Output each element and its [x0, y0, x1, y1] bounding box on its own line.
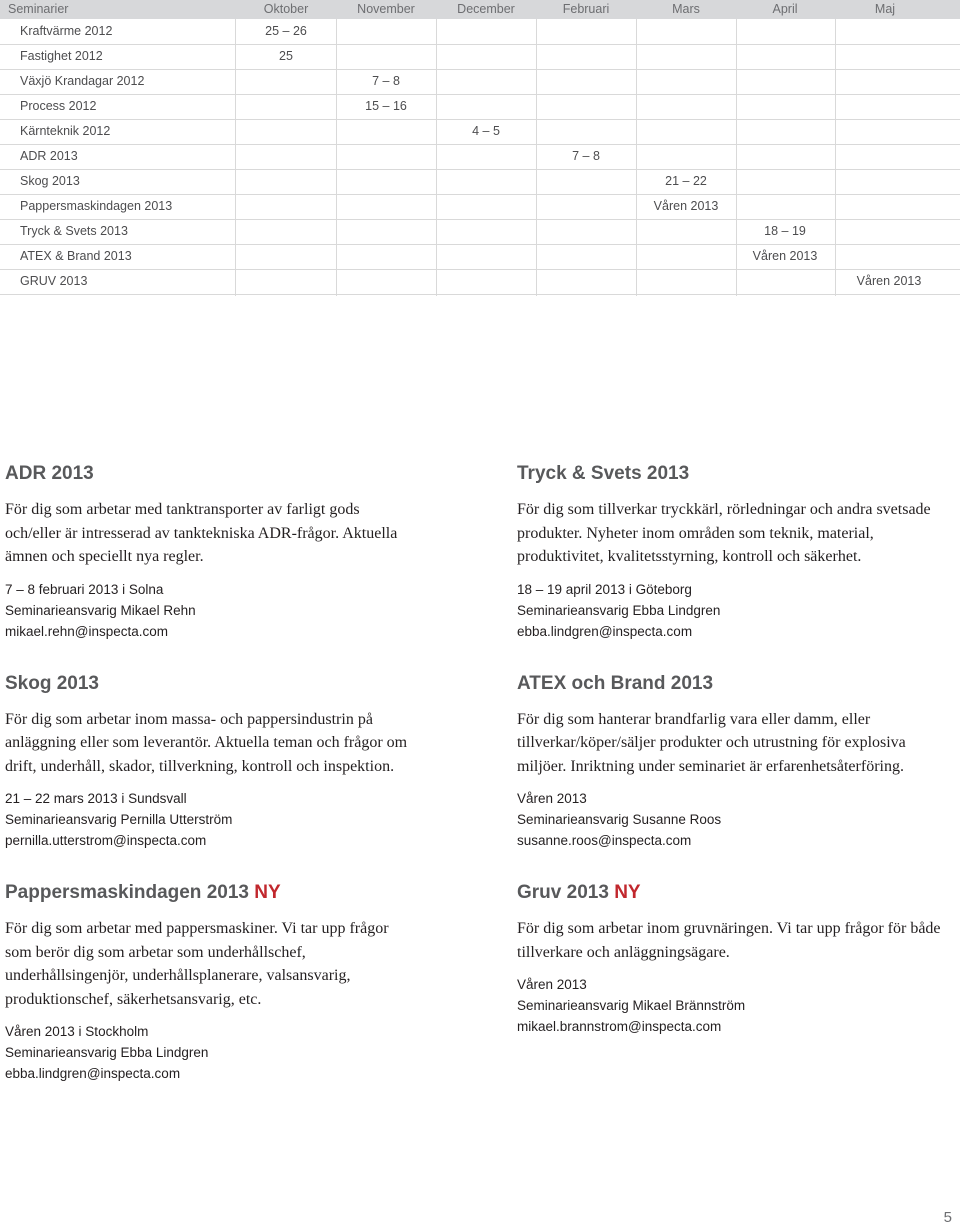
article-body: För dig som arbetar med pappersmaskiner. Vi tar upp frågor som berör dig som arbetar som underhållschef, underhållsingenjör, underhållsplanerare, valsansvarig, produktionschef, säkerhetsansvarig, etc.: [5, 920, 389, 1008]
schedule-header-row: [0, 0, 960, 19]
article-body: För dig som arbetar med tanktransporter av farligt gods och/eller är intresserad av tanktekniska ADR-frågor. Aktuella ämnen och speciellt nya regler.: [5, 501, 398, 565]
article-email: mikael.rehn@inspecta.com: [5, 623, 169, 639]
article-title: [517, 881, 942, 905]
table-row: [0, 244, 960, 270]
article-contact: Seminarieansvarig Mikael Rehn: [5, 602, 196, 618]
table-row: [0, 94, 960, 120]
seminar-date: 4 – 5: [472, 124, 500, 138]
article-gruv: [517, 881, 942, 1037]
seminar-name: Kärnteknik 2012: [20, 124, 111, 138]
article-adr: [5, 462, 417, 642]
page-number: 5: [943, 1209, 952, 1226]
seminar-name: GRUV 2013: [20, 274, 88, 288]
header-month-mars: Mars: [672, 2, 700, 16]
title-year: 2013: [665, 672, 714, 694]
seminar-schedule-table: [0, 0, 960, 296]
article-date: 18 – 19 april 2013 i Göteborg: [517, 581, 692, 597]
table-row: [0, 119, 960, 145]
title-name: ATEX och Brand: [517, 672, 666, 694]
seminar-name: ADR 2013: [20, 149, 78, 163]
seminar-name: Process 2012: [20, 99, 97, 113]
article-date: 21 – 22 mars 2013 i Sundsvall: [5, 791, 187, 806]
article-email: ebba.lindgren@inspecta.com: [5, 1066, 181, 1081]
title-year: 2013: [51, 672, 99, 694]
seminar-date: Våren 2013: [653, 199, 719, 213]
header-month-november: November: [357, 2, 415, 16]
title-year: 2013: [561, 882, 615, 903]
title-name: Pappersmaskindagen: [5, 882, 202, 903]
article-title: [5, 462, 417, 486]
seminar-date: 25 – 26: [265, 24, 307, 38]
article-atex-brand: [517, 672, 942, 852]
seminar-name: Skog 2013: [20, 174, 80, 188]
title-year: 2013: [201, 882, 255, 903]
header-month-februari: Februari: [562, 2, 610, 16]
new-badge: NY: [254, 882, 281, 903]
article-skog: [5, 672, 417, 852]
article-contact: Seminarieansvarig Ebba Lindgren: [5, 1045, 209, 1060]
article-pappersmaskindagen: [5, 881, 417, 1084]
seminar-date: 18 – 19: [764, 224, 806, 238]
article-tryck-svets: [517, 462, 942, 642]
article-title: [5, 881, 417, 905]
seminar-date: 15 – 16: [365, 99, 407, 113]
seminar-name: Tryck & Svets 2013: [20, 224, 128, 238]
article-contact: Seminarieansvarig Susanne Roos: [517, 812, 722, 827]
article-email: pernilla.utterstrom@inspecta.com: [5, 833, 207, 848]
table-row: [0, 69, 960, 95]
article-email: mikael.brannstrom@inspecta.com: [517, 1019, 722, 1034]
header-month-maj: Maj: [874, 2, 896, 16]
new-badge: NY: [614, 882, 641, 903]
header-month-oktober: Oktober: [263, 2, 309, 16]
seminar-name: Pappersmaskindagen 2013: [20, 199, 173, 213]
article-body: För dig som hanterar brandfarlig vara eller damm, eller tillverkar/köper/säljer produkter och utrustning för explosiva miljöer. Inriktning under seminariet är erfarenhetsåterföring.: [517, 710, 906, 775]
article-date: Våren 2013: [517, 977, 587, 992]
article-title: [517, 462, 942, 486]
title-name: Tryck & Svets: [517, 463, 642, 484]
table-row: [0, 219, 960, 245]
title-name: Gruv: [517, 882, 562, 903]
article-title: [517, 672, 942, 696]
table-row: [0, 169, 960, 195]
article-contact: Seminarieansvarig Ebba Lindgren: [517, 602, 721, 618]
article-date: 7 – 8 februari 2013 i Solna: [5, 581, 164, 597]
title-name: Skog: [5, 672, 52, 694]
table-row: [0, 144, 960, 170]
article-title: [5, 672, 417, 696]
seminar-name: Kraftvärme 2012: [20, 24, 113, 38]
header-month-april: April: [772, 2, 798, 16]
seminar-date: Våren 2013: [856, 274, 922, 288]
title-year: 2013: [46, 463, 94, 484]
seminar-date: 25: [279, 49, 293, 63]
seminar-date: 7 – 8: [372, 74, 400, 88]
article-date: Våren 2013 i Stockholm: [5, 1024, 149, 1039]
article-body: För dig som arbetar inom gruvnäringen. Vi tar upp frågor för både tillverkare och anläggningsägare.: [517, 920, 941, 961]
title-name: ADR: [5, 463, 47, 484]
header-seminarier: Seminarier: [8, 2, 69, 16]
seminar-name: Växjö Krandagar 2012: [20, 74, 145, 88]
article-email: ebba.lindgren@inspecta.com: [517, 623, 693, 639]
article-email: susanne.roos@inspecta.com: [517, 833, 692, 848]
seminar-name: ATEX & Brand 2013: [20, 249, 132, 263]
table-row: [0, 19, 960, 45]
article-body: För dig som tillverkar tryckkärl, rörledningar och andra svetsade produkter. Nyheter inom områden som teknik, material, produktivitet, kvalitetsstyrning, kontroll och säkerhet.: [517, 501, 931, 565]
seminar-date: Våren 2013: [752, 249, 818, 263]
table-row: [0, 269, 960, 295]
article-body: För dig som arbetar inom massa- och pappersindustrin på anläggning eller som leverantör. Aktuella teman och frågor om drift, underhåll, skador, tillverkning, kontroll och inspektion.: [5, 710, 408, 775]
title-year: 2013: [641, 463, 690, 484]
article-date: Våren 2013: [517, 791, 587, 806]
seminar-date: 7 – 8: [572, 149, 600, 163]
seminar-date: 21 – 22: [665, 174, 707, 188]
left-article-column: [5, 462, 417, 1084]
seminar-name: Fastighet 2012: [20, 49, 103, 63]
header-month-december: December: [457, 2, 515, 16]
article-contact: Seminarieansvarig Mikael Brännström: [517, 998, 746, 1013]
table-row: [0, 194, 960, 220]
article-contact: Seminarieansvarig Pernilla Utterström: [5, 812, 233, 827]
table-row: [0, 44, 960, 70]
right-article-column: [517, 462, 942, 1037]
